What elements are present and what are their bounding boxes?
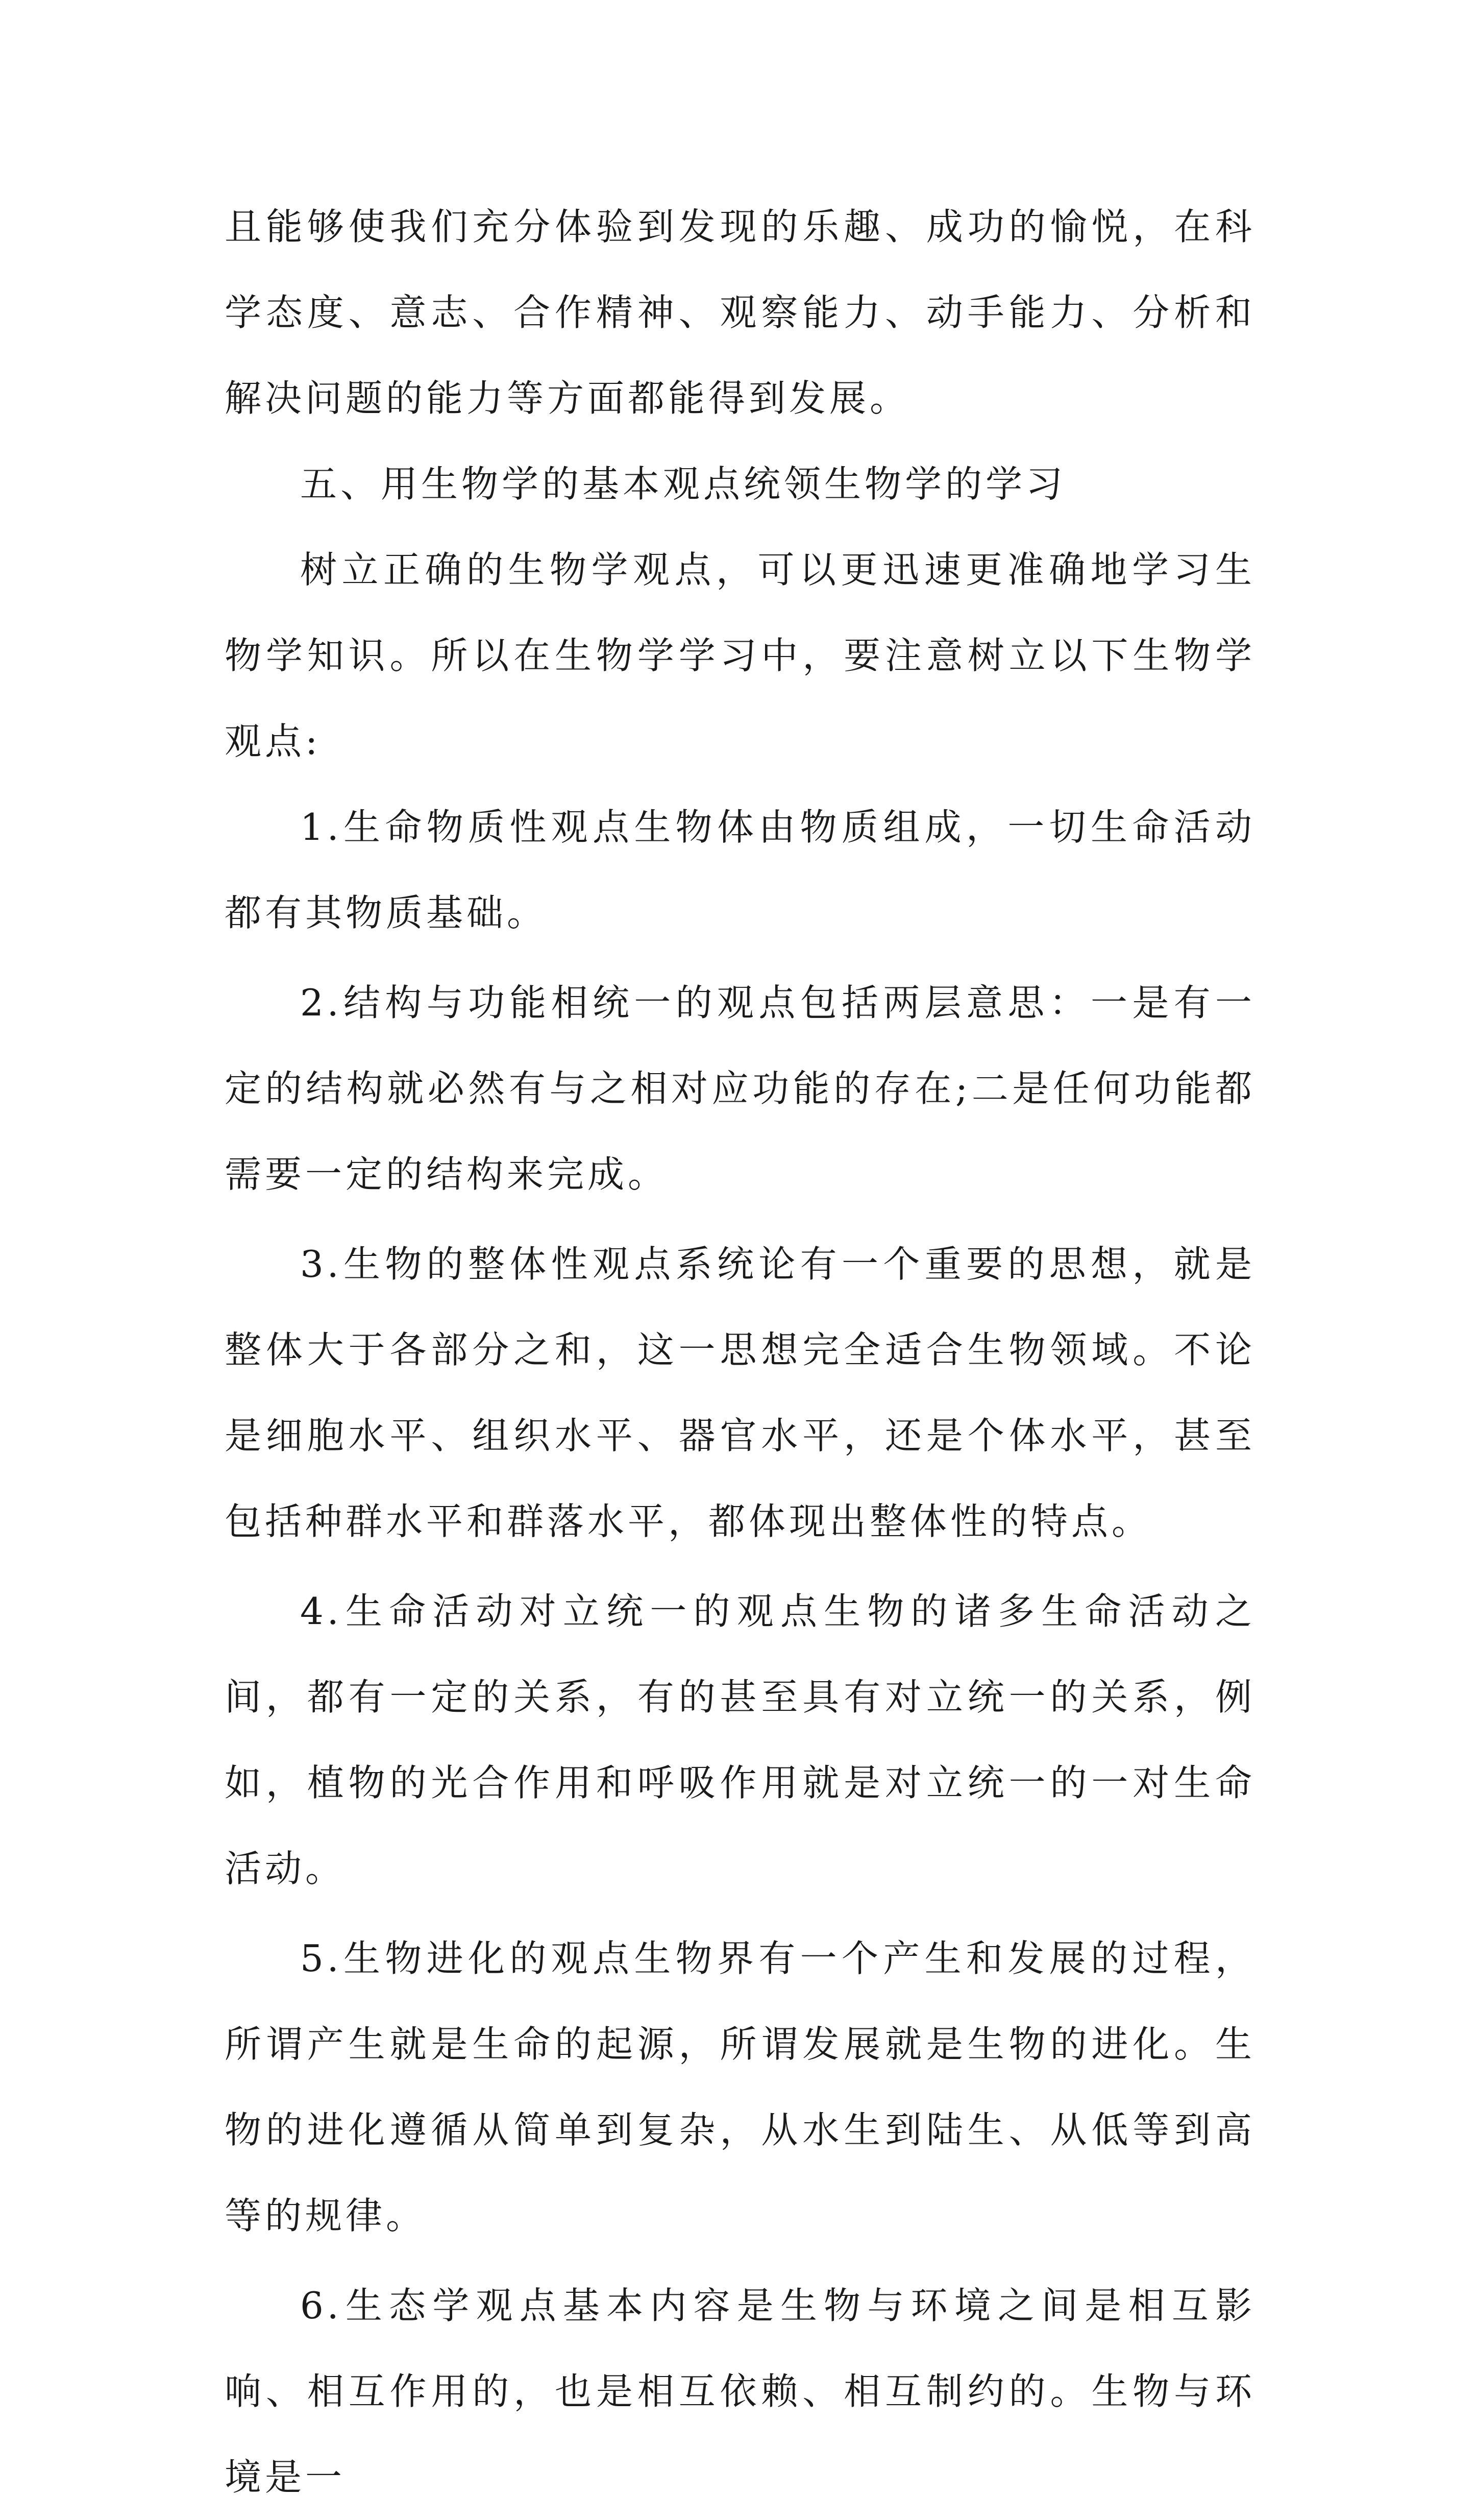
paragraph-continuation: 且能够使我们充分体验到发现的乐趣、成功的愉悦，在科学态度、意志、合作精神、观察能力、动手能力、分析和解决问题的能力等方面都能得到发展。 xyxy=(225,205,1256,420)
list-item-3: 3.生物的整体性观点系统论有一个重要的思想，就是整体大于各部分之和，这一思想完全适合生物领域。不论是细胞水平、组织水平、器官水平，还是个体水平，甚至包括种群水平和群落水平，都体现出整体性的特点。 xyxy=(225,1243,1256,1543)
list-item-5: 5.生物进化的观点生物界有一个产生和发展的过程，所谓产生就是生命的起源，所谓发展就是生物的进化。生物的进化遵循从简单到复杂，从水生到陆生、从低等到高等的规律。 xyxy=(225,1937,1256,2237)
paragraph-intro: 树立正确的生物学观点，可以更迅速更准确地学习生物学知识。所以在生物学学习中，要注意树立以下生物学观点: xyxy=(225,548,1256,763)
list-item-2: 2.结构与功能相统一的观点包括两层意思：一是有一定的结构就必然有与之相对应功能的存在;二是任何功能都需要一定的结构来完成。 xyxy=(225,981,1256,1196)
list-item-1: 1.生命物质性观点生物体由物质组成，一切生命活动都有其物质基础。 xyxy=(225,806,1256,934)
section-heading: 五、用生物学的基本观点统领生物学的学习 xyxy=(300,463,1067,505)
list-item-4: 4.生命活动对立统一的观点生物的诸多生命活动之间，都有一定的关系，有的甚至具有对立统一的关系，例如，植物的光合作用和呼吸作用就是对立统一的一对生命活动。 xyxy=(225,1590,1256,1890)
list-item-6: 6.生态学观点基本内容是生物与环境之间是相互影响、相互作用的，也是相互依赖、相互制约的。生物与环境是一 xyxy=(225,2284,1256,2499)
document-body xyxy=(225,184,1256,2520)
